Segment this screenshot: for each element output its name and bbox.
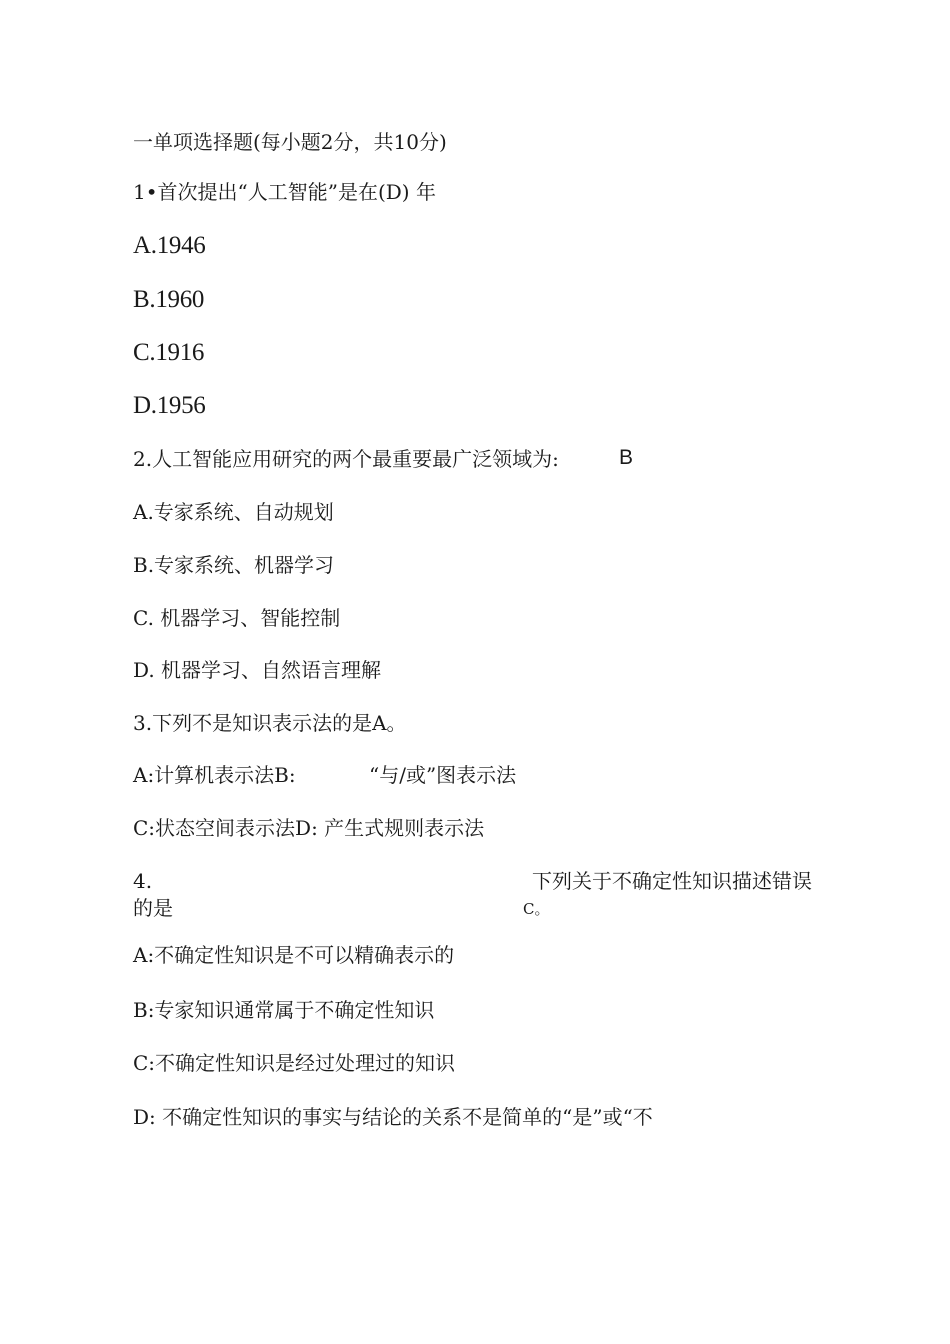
- question-2-answer: B: [619, 446, 634, 469]
- question-2-stem: 2.人工智能应用研究的两个最重要最广泛领域为:: [133, 447, 559, 471]
- question-4-answer: C。: [523, 900, 550, 918]
- question-2-option-b: B.专家系统、机器学习: [133, 553, 335, 577]
- question-3-stem: 3.下列不是知识表示法的是A。: [133, 711, 407, 735]
- question-1-stem: 1•首次提出“人工智能”是在(D) 年: [133, 180, 436, 204]
- question-4-option-b: B:专家知识通常属于不确定性知识: [133, 998, 435, 1022]
- question-1-option-d: D.1956: [133, 392, 206, 419]
- question-3-options-cd: C:状态空间表示法D: 产生式规则表示法: [133, 816, 485, 840]
- question-3-option-a-b-label: A:计算机表示法B:: [133, 763, 296, 787]
- question-4-option-d: D: 不确定性知识的事实与结论的关系不是简单的“是”或“不: [133, 1105, 653, 1129]
- question-4-number: 4.: [133, 869, 153, 893]
- question-1-option-a: A.1946: [133, 232, 206, 259]
- question-3-options-ab: [133, 763, 517, 787]
- question-2-option-d: D. 机器学习、自然语言理解: [133, 658, 382, 682]
- question-4-stem-continued: 的是: [133, 896, 173, 920]
- question-1-option-c: C.1916: [133, 339, 205, 366]
- question-2-option-a: A.专家系统、自动规划: [133, 500, 334, 524]
- question-4-option-c: C:不确定性知识是经过处理过的知识: [133, 1051, 456, 1075]
- question-2-option-c: C. 机器学习、智能控制: [133, 606, 341, 630]
- question-4-stem: 下列关于不确定性知识描述错误: [532, 869, 812, 893]
- question-1-option-b: B.1960: [133, 286, 205, 313]
- question-4-option-a: A:不确定性知识是不可以精确表示的: [133, 943, 455, 967]
- question-3-option-b-text: “与/或”图表示法: [369, 763, 517, 787]
- section-title: 一单项选择题(每小题2分，共10分): [133, 130, 447, 154]
